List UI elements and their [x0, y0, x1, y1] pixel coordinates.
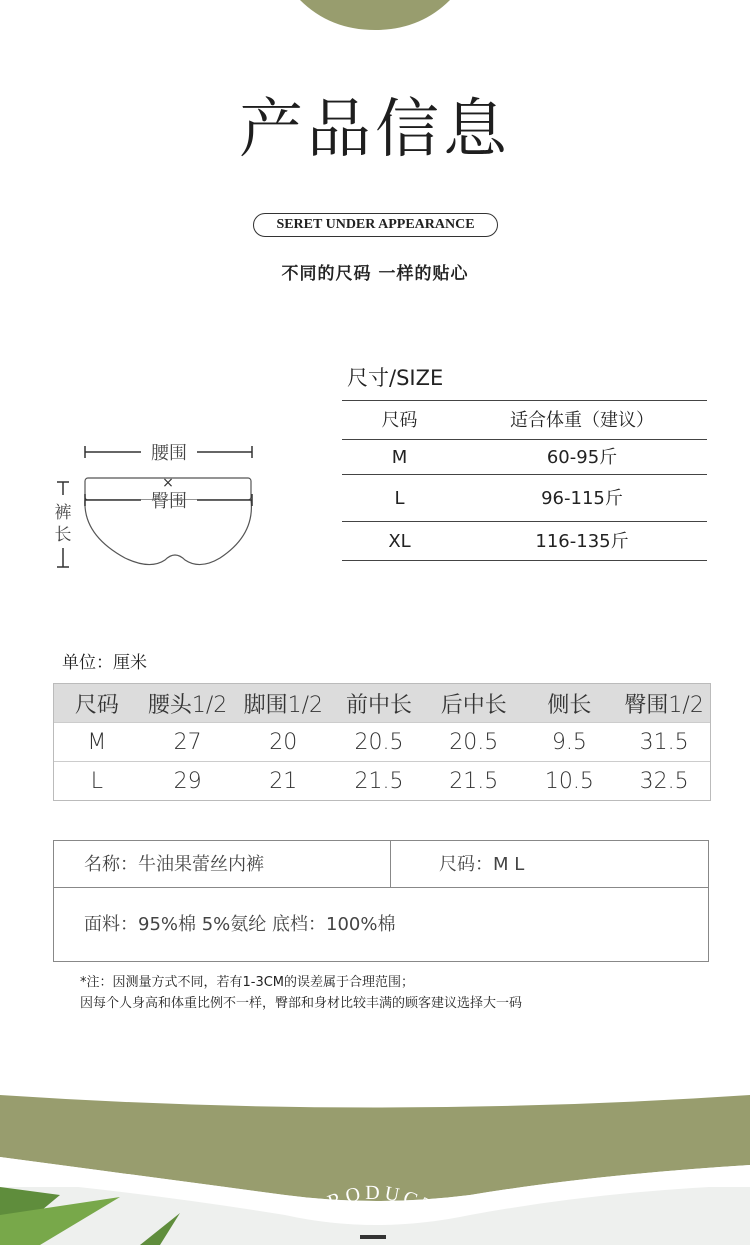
svg-text:PRODUCT — [310, 1182, 441, 1221]
subtitle-badge: SERET UNDER APPEARANCE — [253, 213, 498, 237]
note-line-2: 因每个人身高和体重比例不一样，臀部和身材比较丰满的顾客建议选择大一码 — [80, 996, 523, 1011]
measure-header: 臀围1/2 — [624, 692, 704, 718]
measure-cell: 20.5 — [449, 729, 499, 755]
measure-cell: 27 — [173, 729, 202, 755]
product-arc-text — [290, 1175, 460, 1235]
waist-label: 腰围 — [151, 443, 187, 464]
product-fabric: 面料：95%棉 5%氨纶 底档：100%棉 — [84, 914, 396, 935]
measure-cell: 21 — [269, 768, 298, 794]
size-header-weight: 适合体重（建议） — [510, 410, 654, 431]
size-table — [342, 400, 707, 561]
product-info-box — [53, 840, 709, 962]
weight-value: 96-115斤 — [541, 488, 623, 509]
note-line-1: *注：因测量方式不同，若有1-3CM的误差属于合理范围； — [80, 975, 415, 990]
notes — [80, 972, 522, 1014]
size-row — [342, 474, 707, 521]
measure-cell: M — [87, 729, 107, 755]
table-row — [54, 761, 710, 800]
measure-cell: 20 — [269, 729, 298, 755]
garment-measure-diagram — [45, 440, 265, 580]
measure-cell: 20.5 — [354, 729, 404, 755]
size-value: M — [391, 447, 408, 468]
measure-header: 后中长 — [440, 692, 507, 718]
measure-cell: 31.5 — [639, 729, 689, 755]
tagline: 不同的尺码 一样的贴心 — [281, 264, 469, 284]
hip-label: 臀围 — [151, 491, 187, 512]
length-label-2: 长 — [54, 525, 72, 545]
measure-header: 尺码 — [74, 692, 119, 718]
measurement-header-row — [54, 684, 710, 722]
measure-cell: 10.5 — [544, 768, 594, 794]
size-value: XL — [388, 531, 411, 552]
measure-header: 前中长 — [345, 692, 412, 718]
measure-cell: 21.5 — [449, 768, 499, 794]
size-row — [342, 439, 707, 474]
measurement-table — [53, 683, 711, 801]
size-row — [342, 521, 707, 561]
weight-value: 60-95斤 — [546, 447, 618, 468]
product-sizes: 尺码：M L — [439, 854, 525, 875]
product-label: PRODUCT — [309, 1181, 441, 1221]
page-title: 产品信息 — [239, 93, 511, 167]
unit-label: 单位：厘米 — [62, 653, 147, 673]
size-table-header — [342, 400, 707, 439]
measure-cell: 9.5 — [551, 729, 587, 755]
measure-header: 脚围1/2 — [243, 692, 323, 718]
measure-cell: 29 — [173, 768, 202, 794]
measure-cell: 21.5 — [354, 768, 404, 794]
measure-header: 侧长 — [547, 692, 592, 718]
measure-header: 腰头1/2 — [147, 692, 228, 718]
size-value: L — [394, 488, 405, 509]
table-row — [54, 722, 710, 761]
weight-value: 116-135斤 — [535, 531, 629, 552]
product-name: 名称：牛油果蕾丝内裤 — [54, 841, 391, 887]
top-decor-tab — [300, 0, 450, 30]
size-heading: 尺寸/SIZE — [347, 366, 444, 390]
measure-cell: L — [90, 768, 103, 794]
length-label-1: 裤 — [54, 503, 72, 523]
measure-cell: 32.5 — [639, 768, 689, 794]
svg-text:×: × — [162, 475, 174, 491]
size-header-size: 尺码 — [381, 410, 418, 431]
